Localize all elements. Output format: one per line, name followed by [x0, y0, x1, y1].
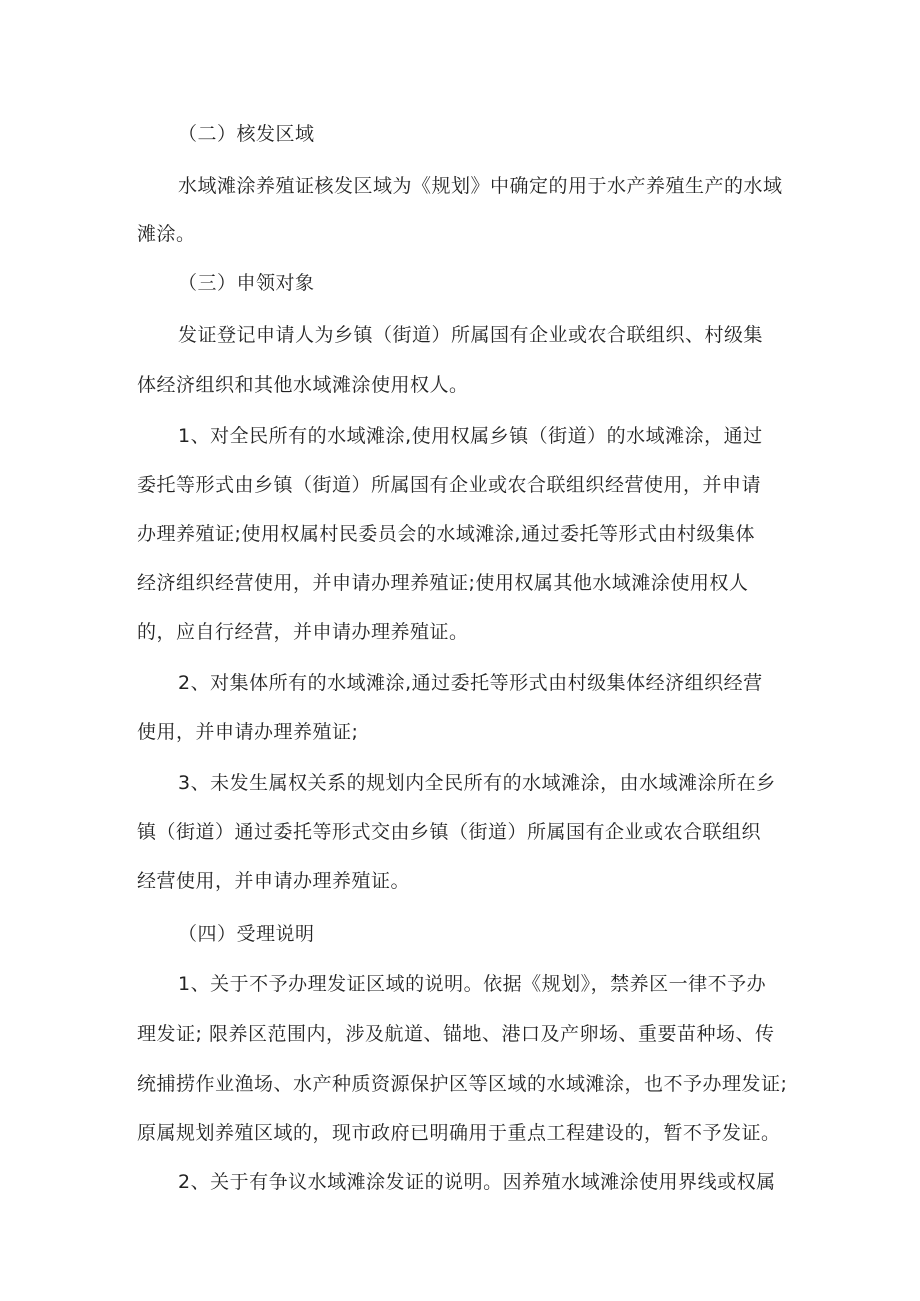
paragraph-line: 的，应自行经营，并申请办理养殖证。	[137, 621, 469, 643]
paragraph-line: 2、对集体所有的水域滩涂,通过委托等形式由村级集体经济组织经营	[178, 672, 763, 694]
paragraph-line: 经济组织经营使用，并申请办理养殖证;使用权属其他水域滩涂使用权人	[137, 572, 749, 594]
paragraph-line: 委托等形式由乡镇（街道）所属国有企业或农合联组织经营使用，并申请	[137, 474, 762, 496]
paragraph-line: 办理养殖证;使用权属村民委员会的水域滩涂,通过委托等形式由村级集体	[137, 523, 755, 545]
paragraph-line: 理发证; 限养区范围内，涉及航道、锚地、港口及产卵场、重要苗种场、传	[137, 1023, 775, 1045]
heading-acceptance-notes: （四）受理说明	[178, 923, 315, 945]
paragraph-line: 滩涂。	[137, 223, 196, 245]
paragraph-line: 使用，并申请办理养殖证;	[137, 721, 359, 743]
paragraph-line: 经营使用，并申请办理养殖证。	[137, 870, 411, 892]
paragraph-line: 3、未发生属权关系的规划内全民所有的水域滩涂，由水域滩涂所在乡	[178, 772, 776, 794]
paragraph-line: 镇（街道）通过委托等形式交由乡镇（街道）所属国有企业或农合联组织	[137, 821, 762, 843]
paragraph-line: 体经济组织和其他水域滩涂使用权人。	[137, 374, 469, 396]
paragraph-line: 统捕捞作业渔场、水产种质资源保护区等区域的水域滩涂，也不予办理发证;	[137, 1073, 788, 1095]
heading-issuance-area: （二）核发区域	[178, 123, 315, 145]
heading-applicants: （三）申领对象	[178, 272, 315, 294]
paragraph-line: 1、关于不予办理发证区域的说明。依据《规划》，禁养区一律不予办	[178, 973, 767, 995]
paragraph-line: 原属规划养殖区域的，现市政府已明确用于重点工程建设的，暂不予发证。	[137, 1122, 781, 1144]
paragraph-line: 水域滩涂养殖证核发区域为《规划》中确定的用于水产养殖生产的水域	[178, 175, 783, 197]
paragraph-line: 发证登记申请人为乡镇（街道）所属国有企业或农合联组织、村级集	[178, 324, 764, 346]
paragraph-line: 1、对全民所有的水域滩涂,使用权属乡镇（街道）的水域滩涂，通过	[178, 425, 763, 447]
paragraph-line: 2、关于有争议水域滩涂发证的说明。因养殖水域滩涂使用界线或权属	[178, 1171, 776, 1193]
